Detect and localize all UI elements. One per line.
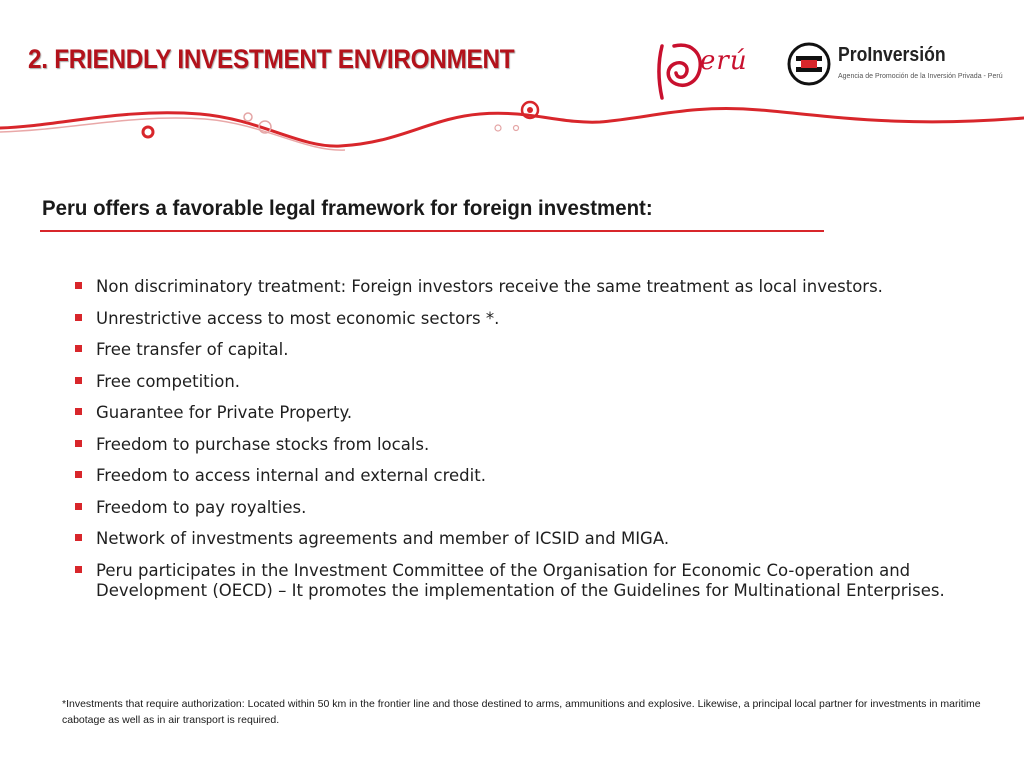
wave-dot-2 bbox=[244, 113, 252, 121]
wave-dot-4-inner bbox=[527, 107, 533, 113]
list-item bbox=[74, 403, 954, 423]
square-bullet-icon bbox=[75, 377, 82, 384]
list-item bbox=[74, 498, 954, 518]
footnote: *Investments that require authorization: Located within 50 km in the frontier line and those destined to arms, ammunitions and explosive. Likewise, a principal local partner for investments in maritime cabotage as well as in air transport is required. bbox=[62, 698, 981, 726]
square-bullet-icon bbox=[75, 471, 82, 478]
wave-dot-6 bbox=[514, 126, 519, 131]
list-item-text: Free competition. bbox=[96, 371, 241, 391]
peru-logo-wordmark: erú bbox=[700, 46, 748, 76]
square-bullet-icon bbox=[75, 566, 82, 573]
wave-dot-5 bbox=[495, 125, 501, 131]
list-item-text: Free transfer of capital. bbox=[96, 340, 289, 359]
list-item bbox=[74, 340, 954, 360]
wave-dot-1 bbox=[143, 127, 153, 137]
list-item bbox=[74, 277, 954, 297]
list-item-text: Freedom to pay royalties. bbox=[96, 497, 307, 517]
proinversion-name: ProInversión bbox=[838, 44, 946, 66]
list-item bbox=[74, 529, 954, 549]
section-subheading: Peru offers a favorable legal framework for foreign investment: bbox=[42, 196, 653, 220]
list-item-text: Freedom to access internal and external credit. bbox=[96, 466, 486, 485]
list-item-text: Peru participates in the Investment Committee of the Organisation for Economic Co-operation and Development (OECD) – It promotes the implementation of the Guidelines for Multinational Enterprises. bbox=[96, 560, 945, 600]
proinversion-tagline: Agencia de Promoción de la Inversión Privada - Perú bbox=[838, 73, 1003, 80]
list-item bbox=[74, 561, 954, 601]
square-bullet-icon bbox=[75, 345, 82, 352]
benefits-list bbox=[74, 277, 954, 612]
square-bullet-icon bbox=[75, 408, 82, 415]
proinversion-emblem-icon bbox=[787, 42, 831, 86]
square-bullet-icon bbox=[75, 534, 82, 541]
square-bullet-icon bbox=[75, 503, 82, 510]
list-item bbox=[74, 309, 954, 329]
list-item-text: Non discriminatory treatment: Foreign investors receive the same treatment as local investors. bbox=[96, 277, 883, 296]
subheading-underline bbox=[40, 230, 824, 232]
decorative-wave-line bbox=[0, 88, 1024, 158]
list-item-text: Freedom to purchase stocks from locals. bbox=[96, 434, 430, 454]
slide-title: 2. FRIENDLY INVESTMENT ENVIRONMENT bbox=[28, 44, 515, 74]
list-item bbox=[74, 435, 954, 455]
list-item-text: Unrestrictive access to most economic sectors *. bbox=[96, 308, 500, 328]
square-bullet-icon bbox=[75, 440, 82, 447]
list-item-text: Guarantee for Private Property. bbox=[96, 403, 353, 422]
list-item-text: Network of investments agreements and member of ICSID and MIGA. bbox=[96, 529, 670, 548]
square-bullet-icon bbox=[75, 314, 82, 321]
square-bullet-icon bbox=[75, 282, 82, 289]
list-item bbox=[74, 466, 954, 486]
list-item bbox=[74, 372, 954, 392]
